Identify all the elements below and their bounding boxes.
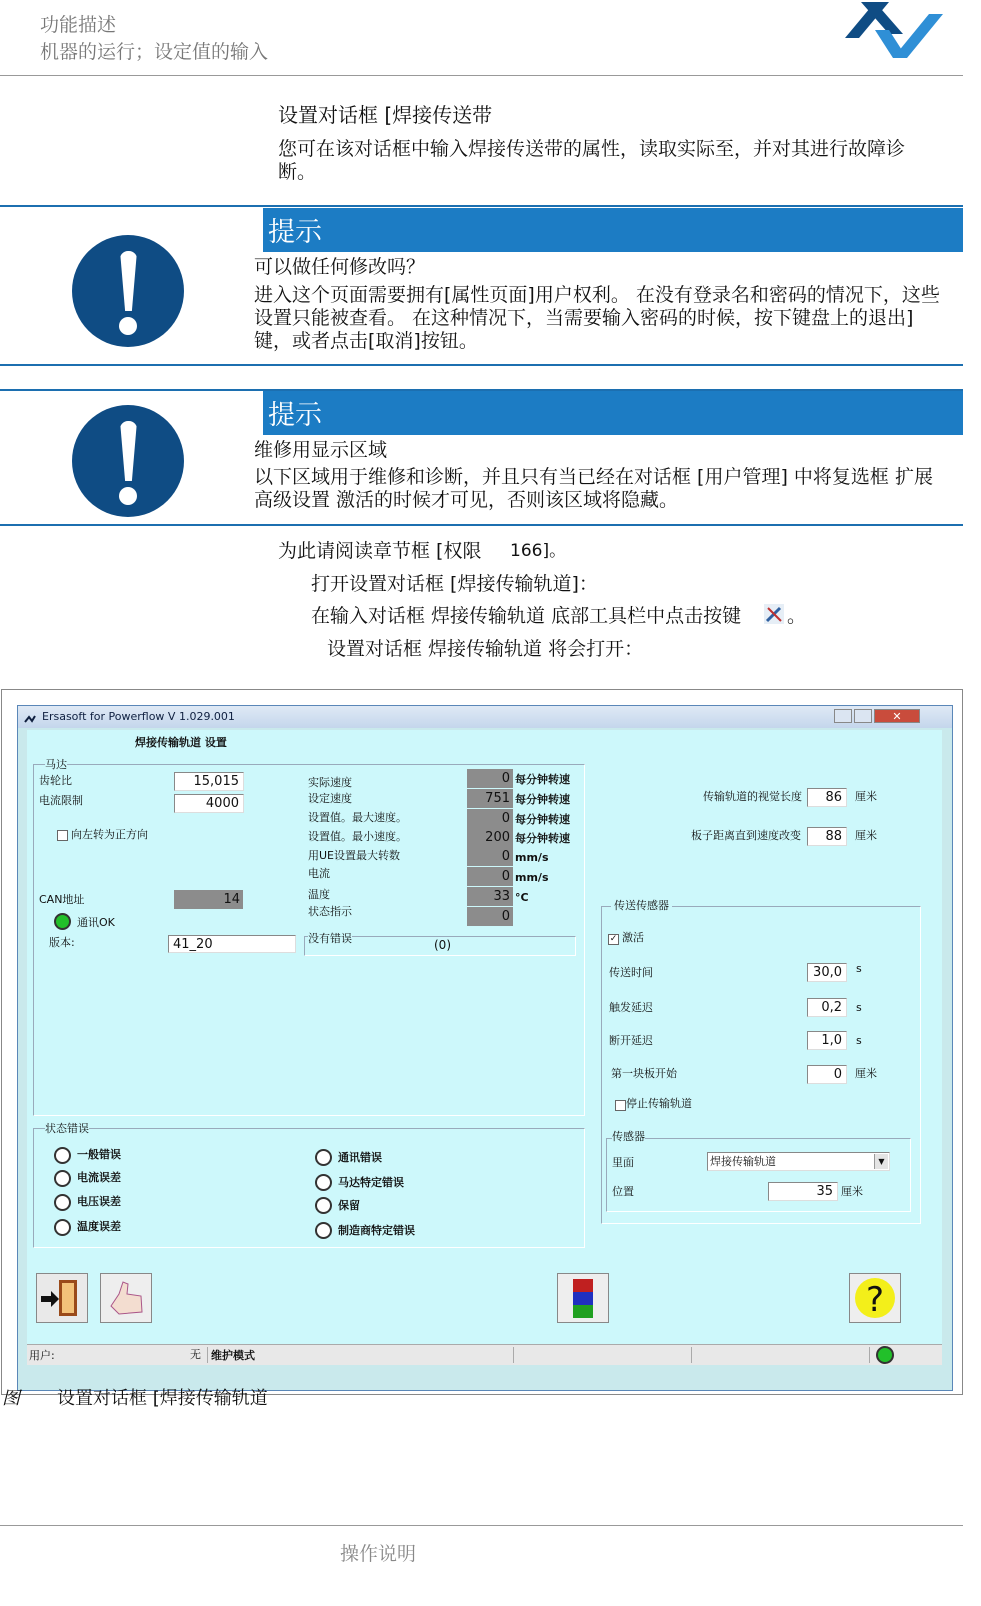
- error-led: [54, 1194, 71, 1211]
- value-label: 实际速度: [308, 776, 352, 789]
- off-delay-unit: s: [856, 1034, 862, 1047]
- step-click-end: 。: [787, 605, 807, 627]
- status-colors-icon: [558, 1274, 608, 1322]
- first-board-input[interactable]: 0: [807, 1065, 847, 1084]
- tip2-title: 提示: [263, 391, 963, 435]
- value-label: 设置值。最小速度。: [308, 830, 407, 843]
- transfer-time-label: 传送时间: [609, 966, 653, 979]
- thumbs-up-icon: [101, 1274, 151, 1322]
- screenshot-frame: [1, 689, 963, 1395]
- gear-label: 齿轮比: [39, 774, 72, 787]
- value-field: 0: [467, 847, 513, 866]
- tip2-heading: 维修用显示区域: [254, 439, 388, 461]
- value-field: 751: [467, 789, 513, 808]
- value-unit: 每分钟转速: [515, 793, 570, 806]
- trigger-delay-input[interactable]: 0,2: [807, 998, 847, 1017]
- value-field: 0: [467, 809, 513, 828]
- tip1-top-line: [0, 205, 963, 207]
- value-field: 0: [467, 769, 513, 788]
- no-error-code: (0): [434, 938, 451, 952]
- error-label: 电压误差: [77, 1195, 121, 1208]
- error-label: 制造商特定错误: [338, 1224, 415, 1237]
- off-delay-label: 断开延迟: [609, 1034, 653, 1047]
- value-field: 200: [467, 828, 513, 847]
- tip1-title: 提示: [263, 208, 963, 252]
- error-label: 保留: [338, 1199, 360, 1212]
- version-label: 版本:: [49, 936, 75, 949]
- window-title: Ersasoft for Powerflow V 1.029.001: [42, 710, 235, 723]
- position-input[interactable]: 35: [768, 1182, 838, 1201]
- error-led: [315, 1197, 332, 1214]
- intro-text: 您可在该对话框中输入焊接传送带的属性，读取实际至，并对其进行故障诊断。: [278, 138, 906, 183]
- status-user-value: 无: [190, 1348, 201, 1361]
- status-led: [876, 1346, 894, 1364]
- value-unit: °C: [515, 891, 529, 904]
- company-logo: [845, 0, 945, 66]
- can-address-label: CAN地址: [39, 893, 85, 906]
- step-open: 打开设置对话框 [焊接传输轨道]：: [311, 573, 598, 595]
- value-unit: 每分钟转速: [515, 813, 570, 826]
- value-unit: mm/s: [515, 851, 549, 864]
- trigger-delay-label: 触发延迟: [609, 1001, 653, 1014]
- no-error-label: 没有错误: [308, 932, 352, 945]
- comm-ok-led: [54, 913, 71, 930]
- status-separator: [513, 1347, 514, 1363]
- sensor-sub-group: [606, 1138, 911, 1212]
- status-separator: [691, 1347, 692, 1363]
- transfer-time-input[interactable]: 30,0: [807, 963, 847, 982]
- app-icon: [24, 711, 36, 723]
- tip1-question: 可以做任何修改吗？: [254, 256, 426, 278]
- sensor-active-label: 激活: [622, 931, 644, 944]
- visual-length-unit: 厘米: [855, 790, 877, 803]
- left-positive-label: 向左转为正方向: [71, 828, 148, 841]
- warning-icon: [72, 235, 184, 347]
- tip2-text: 以下区域用于维修和诊断，并且只有当已经在对话框 [用户管理] 中将复选框 扩展高级设置 激活的时候才可见，否则该区域将隐藏。: [254, 466, 933, 511]
- minimize-button[interactable]: [834, 709, 852, 723]
- tools-icon: [764, 604, 784, 624]
- value-field: 0: [467, 907, 513, 926]
- first-board-unit: 厘米: [855, 1067, 877, 1080]
- error-label: 温度误差: [77, 1220, 121, 1233]
- gear-ratio-input[interactable]: 15,015: [174, 772, 244, 791]
- value-label: 用UE设置最大转数: [308, 849, 401, 862]
- status-user-label: 用户:: [29, 1349, 55, 1362]
- dialog-title: 焊接传输轨道 设置: [135, 736, 227, 749]
- error-label: 通讯错误: [338, 1151, 382, 1164]
- window-titlebar: [18, 706, 952, 728]
- error-led: [315, 1149, 332, 1166]
- caption-text: 设置对话框 [焊接传输轨道: [57, 1388, 268, 1409]
- value-label: 温度: [308, 888, 330, 901]
- status-error-label: 状态错误: [45, 1122, 89, 1135]
- transfer-time-unit: s: [856, 962, 862, 975]
- board-distance-unit: 厘米: [855, 829, 877, 842]
- app-window: [17, 705, 953, 1391]
- accept-button[interactable]: [100, 1273, 152, 1323]
- board-distance-input[interactable]: 88: [807, 827, 847, 846]
- close-button[interactable]: ✕: [874, 709, 920, 723]
- error-label: 马达特定错误: [338, 1176, 404, 1189]
- visual-length-input[interactable]: 86: [807, 788, 847, 807]
- chevron-down-icon[interactable]: ▼: [874, 1154, 888, 1169]
- version-value: 41_20: [168, 935, 296, 953]
- inside-label: 里面: [612, 1156, 634, 1169]
- inside-select-value: 焊接传输轨道: [710, 1155, 776, 1168]
- maximize-button[interactable]: [854, 709, 872, 723]
- value-unit: 每分钟转速: [515, 773, 570, 786]
- stop-conveyor-label: 停止传输轨道: [626, 1097, 692, 1110]
- visual-length-label: 传输轨道的视觉长度: [703, 790, 802, 803]
- help-icon: [850, 1274, 900, 1322]
- footer-text: 操作说明: [340, 1543, 417, 1565]
- status-bar: [27, 1344, 942, 1365]
- error-led: [54, 1147, 71, 1164]
- value-field: 0: [467, 867, 513, 886]
- board-distance-label: 板子距离直到速度改变: [691, 829, 801, 842]
- tip2-bottom-line: [0, 524, 963, 526]
- inside-select[interactable]: [707, 1152, 890, 1171]
- exit-door-icon: [37, 1274, 87, 1322]
- value-unit: mm/s: [515, 871, 549, 884]
- value-label: 设定速度: [308, 792, 352, 805]
- status-mode: 维护模式: [211, 1349, 255, 1362]
- svg-text:?: ?: [865, 1280, 885, 1320]
- header-line2: 机器的运行；设定值的输入: [40, 41, 269, 63]
- current-limit-label: 电流限制: [39, 794, 83, 807]
- step-click: 在输入对话框 焊接传输轨道 底部工具栏中点击按键: [311, 605, 742, 627]
- step-read-page: 166]。: [510, 541, 567, 561]
- can-address-value: 14: [174, 890, 243, 909]
- current-limit-input[interactable]: 4000: [174, 794, 244, 813]
- comm-ok-label: 通讯OK: [77, 916, 115, 929]
- left-positive-checkbox[interactable]: [57, 830, 68, 841]
- off-delay-input[interactable]: 1,0: [807, 1031, 847, 1050]
- header-divider: [0, 75, 963, 76]
- header-line1: 功能描述: [40, 14, 117, 36]
- tip1-bottom-line: [0, 364, 963, 366]
- exit-button[interactable]: [36, 1273, 88, 1323]
- stop-conveyor-checkbox[interactable]: [615, 1100, 626, 1111]
- value-label: 电流: [308, 867, 330, 880]
- tip1-text: 进入这个页面需要拥有[属性页面]用户权利。 在没有登录名和密码的情况下，这些设置只能被查看。 在这种情况下，当需要输入密码的时候，按下键盘上的退出]键，或者点击[取消]按钮。: [254, 284, 940, 352]
- step-result: 设置对话框 焊接传输轨道 将会打开：: [327, 638, 644, 660]
- color-settings-button[interactable]: [557, 1273, 609, 1323]
- error-led: [54, 1219, 71, 1236]
- value-label: 设置值。最大速度。: [308, 811, 407, 824]
- error-led: [315, 1222, 332, 1239]
- error-label: 电流误差: [77, 1171, 121, 1184]
- value-unit: 每分钟转速: [515, 832, 570, 845]
- dialog-client: [27, 730, 942, 1344]
- trigger-delay-unit: s: [856, 1001, 862, 1014]
- value-field: 33: [467, 887, 513, 906]
- error-led: [54, 1170, 71, 1187]
- status-separator: [869, 1347, 870, 1363]
- intro-title: 设置对话框 [焊接传送带: [278, 103, 493, 127]
- error-label: 一般错误: [77, 1148, 121, 1161]
- help-button[interactable]: [849, 1273, 901, 1323]
- caption-label: 图: [2, 1388, 20, 1409]
- status-separator: [207, 1347, 208, 1363]
- footer-divider: [0, 1525, 963, 1526]
- warning-icon: [72, 405, 184, 517]
- motor-label: 马达: [45, 758, 67, 771]
- sensor-group-label: 传送传感器: [611, 899, 672, 912]
- error-led: [315, 1174, 332, 1191]
- step-read: 为此请阅读章节框 [权限: [278, 540, 482, 562]
- value-label: 状态指示: [308, 905, 352, 918]
- position-label: 位置: [612, 1185, 634, 1198]
- sensor-label: 传感器: [612, 1130, 645, 1143]
- first-board-label: 第一块板开始: [611, 1067, 677, 1080]
- position-unit: 厘米: [841, 1185, 863, 1198]
- sensor-active-checkbox[interactable]: ✓: [609, 934, 618, 944]
